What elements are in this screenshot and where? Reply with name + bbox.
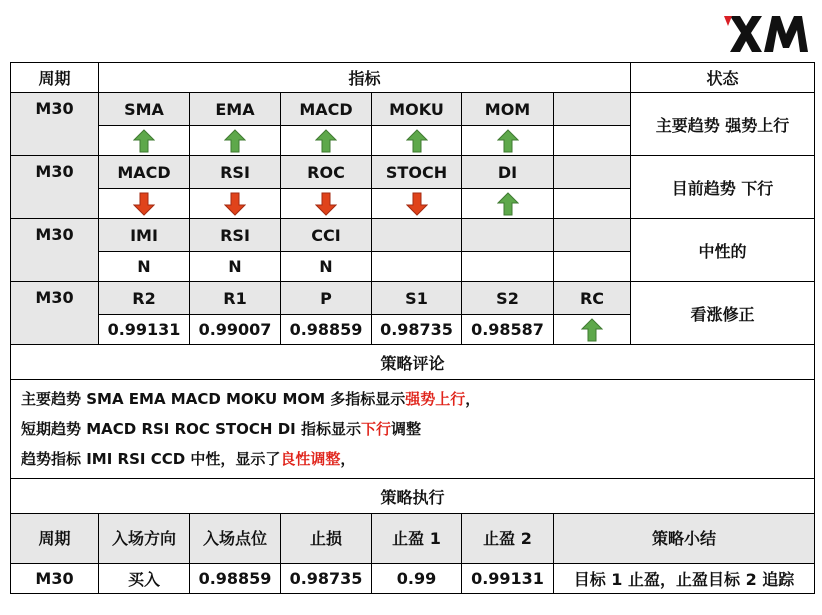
indicator-label: MOKU [372,93,462,126]
execution-cell: 0.99131 [462,564,554,594]
indicator-label: DI [462,156,554,189]
execution-cell: 买入 [99,564,190,594]
indicator-label [554,219,631,252]
execution-cell: 0.99 [372,564,462,594]
commentary-text: 调整 [390,420,421,438]
commentary-highlight: 良性调整 [280,450,341,468]
indicator-label: MACD [281,93,372,126]
group-row-labels [11,156,815,189]
pivot-value: 0.98859 [281,315,372,345]
commentary-title-row [11,345,815,380]
header-period: 周期 [11,63,99,93]
status-cell: 目前趋势 下行 [631,156,815,219]
commentary-text: ， [340,450,356,468]
commentary-line [21,384,804,414]
execution-header: 止盈 2 [462,514,554,564]
analysis-table [10,62,815,594]
indicator-label [462,219,554,252]
signal-cell [190,189,281,219]
pivot-value: 0.98735 [372,315,462,345]
execution-data-row [11,564,815,594]
up-arrow-icon [497,129,519,153]
commentary-text: 主要趋势 SMA EMA MACD MOKU MOM 多指标显示 [21,390,406,408]
signal-cell [554,189,631,219]
commentary-line [21,444,804,474]
pivot-value: 0.98587 [462,315,554,345]
down-arrow-icon [315,192,337,216]
header-row [11,63,815,93]
pivot-label: S1 [372,282,462,315]
execution-header: 周期 [11,514,99,564]
status-cell: 看涨修正 [631,282,815,345]
period-cell: M30 [11,219,99,282]
execution-header: 止盈 1 [372,514,462,564]
indicator-label: MACD [99,156,190,189]
indicator-label: RSI [190,219,281,252]
indicator-label: CCI [281,219,372,252]
up-arrow-icon [581,318,603,342]
commentary-text: 趋势指标 IMI RSI CCD 中性，显示了 [21,450,281,468]
value-cell [372,252,462,282]
header-status: 状态 [631,63,815,93]
signal-cell [281,189,372,219]
group-row-labels [11,219,815,252]
execution-cell: 0.98859 [190,564,281,594]
up-arrow-icon [497,192,519,216]
up-arrow-icon [315,129,337,153]
execution-header: 止损 [281,514,372,564]
period-cell: M30 [11,93,99,156]
status-cell: 主要趋势 强势上行 [631,93,815,156]
indicator-label [372,219,462,252]
pivot-value: 0.99131 [99,315,190,345]
pivot-label: RC [554,282,631,315]
up-arrow-icon [133,129,155,153]
indicator-label [554,156,631,189]
signal-cell [462,126,554,156]
commentary-text: 短期趋势 MACD RSI ROC STOCH DI 指标显示 [21,420,361,438]
indicator-label [554,93,631,126]
indicator-label: ROC [281,156,372,189]
signal-cell [190,126,281,156]
indicator-label: SMA [99,93,190,126]
execution-cell: 0.98735 [281,564,372,594]
commentary-line [21,414,804,444]
up-arrow-icon [224,129,246,153]
signal-cell [372,189,462,219]
execution-cell: M30 [11,564,99,594]
signal-cell [554,126,631,156]
indicator-label: STOCH [372,156,462,189]
indicator-label: MOM [462,93,554,126]
period-cell: M30 [11,282,99,345]
execution-header-row [11,514,815,564]
indicator-label: IMI [99,219,190,252]
group-row-labels [11,282,815,315]
pivot-label: P [281,282,372,315]
value-cell [462,252,554,282]
indicator-label: EMA [190,93,281,126]
value-cell [554,252,631,282]
period-cell: M30 [11,156,99,219]
group-row-labels [11,93,815,126]
value-cell: N [99,252,190,282]
value-cell: N [281,252,372,282]
execution-cell: 目标 1 止盈，止盈目标 2 追踪 [554,564,815,594]
execution-header: 入场方向 [99,514,190,564]
signal-cell [99,126,190,156]
commentary-highlight: 强势上行 [405,390,466,408]
pivot-label: R1 [190,282,281,315]
status-cell: 中性的 [631,219,815,282]
commentary-text: ， [465,390,481,408]
xm-logo-icon [722,12,812,56]
signal-cell [462,189,554,219]
down-arrow-icon [406,192,428,216]
execution-header: 入场点位 [190,514,281,564]
indicator-label: RSI [190,156,281,189]
pivot-value: 0.99007 [190,315,281,345]
up-arrow-icon [406,129,428,153]
header-indicator: 指标 [99,63,631,93]
execution-title: 策略执行 [11,479,815,514]
commentary-highlight: 下行 [360,420,391,438]
execution-header: 策略小结 [554,514,815,564]
commentary-body-row [11,380,815,479]
commentary-title: 策略评论 [11,345,815,380]
value-cell: N [190,252,281,282]
signal-cell [281,126,372,156]
down-arrow-icon [133,192,155,216]
execution-title-row [11,479,815,514]
pivot-label: R2 [99,282,190,315]
commentary-body [11,380,815,479]
signal-cell [372,126,462,156]
down-arrow-icon [224,192,246,216]
pivot-label: S2 [462,282,554,315]
signal-cell [554,315,631,345]
signal-cell [99,189,190,219]
